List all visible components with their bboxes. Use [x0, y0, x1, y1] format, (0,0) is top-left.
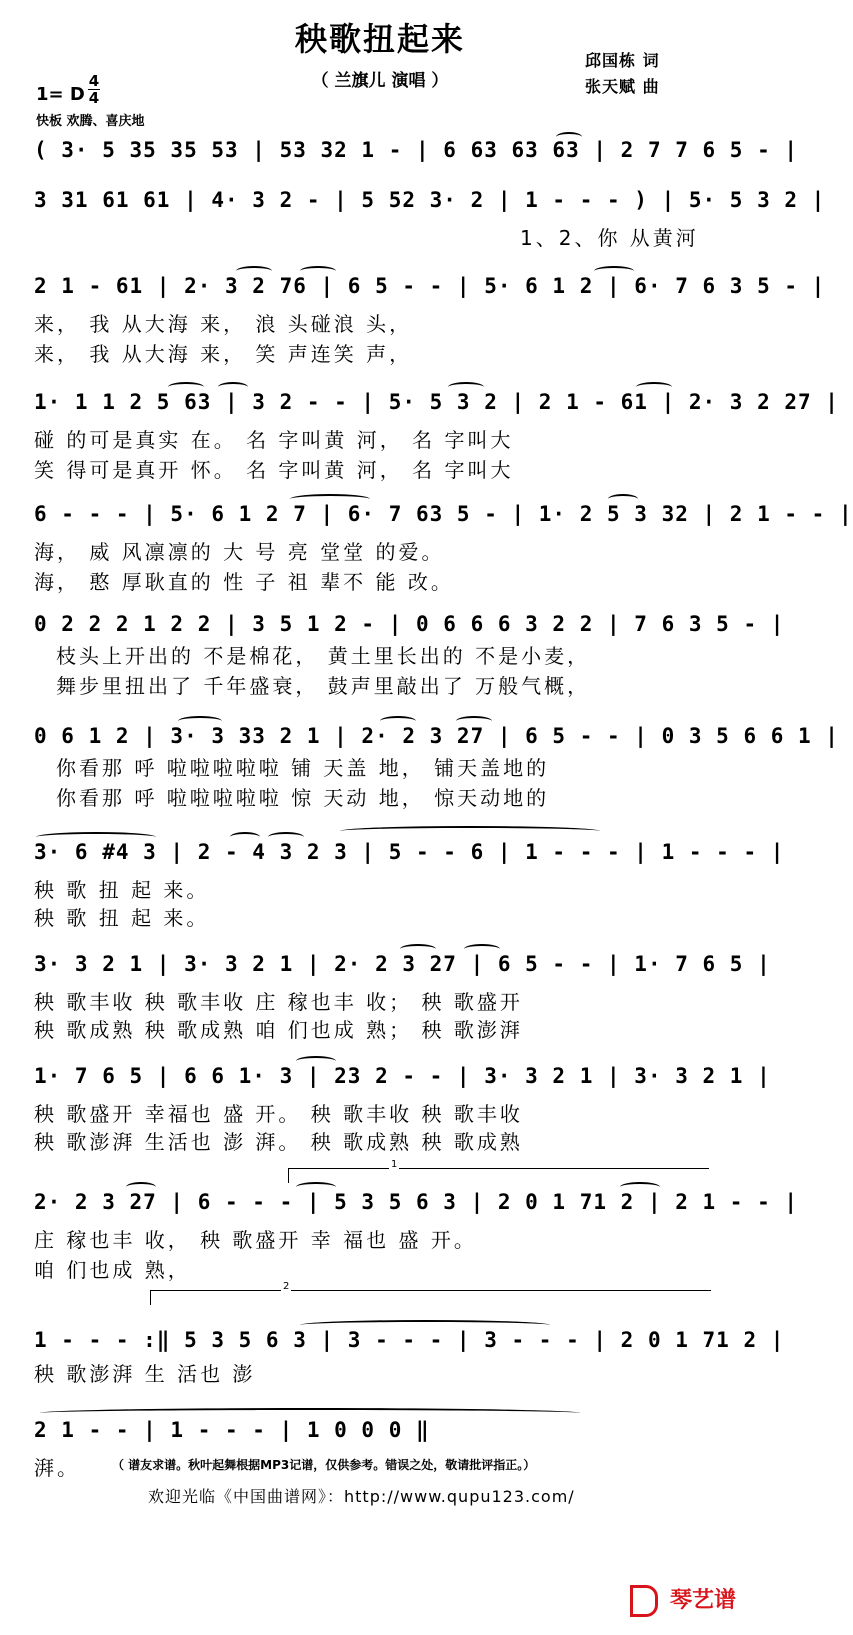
lyric-line-8-verse-2: 秧 歌 扭 起 来。	[34, 906, 210, 930]
lyric-line-6-verse-1: 枝头上开出的 不是棉花， 黄土里长出的 不是小麦，	[56, 644, 591, 668]
lyric-line-10-verse-1: 秧 歌盛开 幸福也 盛 开。 秧 歌丰收 秧 歌丰收	[34, 1102, 523, 1126]
lyric-line-5-verse-2: 海， 憨 厚耿直的 性 子 祖 辈不 能 改。	[34, 570, 454, 594]
score-line-3: 2 1 - 61 | 2· 3 2 76 | 6 5 - - | 5· 6 1 2 | 6· 7 6 3 5 - |	[34, 274, 826, 298]
lyric-line-2-verse-1: 1、2、你 从黄河	[520, 226, 699, 250]
lyric-line-3-verse-1: 来， 我 从大海 来， 浪 头碰浪 头，	[34, 312, 413, 336]
score-line-7: 0 6 1 2 | 3· 3 33 2 1 | 2· 2 3 27 | 6 5 - - | 0 3 5 6 6 1 |	[34, 724, 839, 748]
score-line-11: 2· 2 3 27 | 6 - - - | 5 3 5 6 3 | 2 0 1 71 2 | 2 1 - - |	[34, 1190, 799, 1214]
lyric-last: 湃。	[34, 1456, 80, 1480]
lyric-line-8-verse-1: 秧 歌 扭 起 来。	[34, 878, 210, 902]
transcription-note: （ 谱友求谱。秋叶起舞根据MP3记谱，仅供参考。错误之处，敬请批评指正。）	[112, 1458, 536, 1472]
lyric-line-12-verse-1: 秧 歌澎湃 生 活也 澎	[34, 1362, 256, 1386]
meter-top: 4	[88, 72, 100, 90]
time-signature	[88, 73, 100, 106]
lyric-line-5-verse-1: 海， 威 风凛凛的 大 号 亮 堂堂 的爱。	[34, 540, 445, 564]
logo-icon	[630, 1585, 658, 1617]
key-signature: 1= D	[36, 84, 85, 105]
score-line-6: 0 2 2 2 1 2 2 | 3 5 1 2 - | 0 6 6 6 3 2 2 | 7 6 3 5 - |	[34, 612, 785, 636]
volta-bracket-2	[150, 1281, 711, 1305]
lyricist-credit: 邱国栋 词	[585, 51, 660, 70]
volta-2-label: 2	[283, 1281, 290, 1292]
score-line-1: ( 3· 5 35 35 53 | 53 32 1 - | 6 63 63 63 | 2 7 7 6 5 - |	[34, 138, 799, 162]
score-line-5: 6 - - - | 5· 6 1 2 7 | 6· 7 63 5 - | 1· 2 5 3 32 | 2 1 - - |	[34, 502, 853, 526]
lyric-line-7-verse-1: 你看那 呼 啦啦啦啦啦 铺 天盖 地， 铺天盖地的	[56, 756, 550, 780]
lyric-line-6-verse-2: 舞步里扭出了 千年盛衰， 鼓声里敲出了 万般气概，	[56, 674, 591, 698]
lyric-line-3-verse-2: 来， 我 从大海 来， 笑 声连笑 声，	[34, 342, 413, 366]
performer-subtitle: （ 兰旗儿 演唱 ）	[311, 71, 449, 91]
tempo-marking: 快板 欢腾、喜庆地	[36, 114, 145, 129]
lyric-line-7-verse-2: 你看那 呼 啦啦啦啦啦 惊 天动 地， 惊天动地的	[56, 786, 550, 810]
lyric-line-9-verse-2: 秧 歌成熟 秧 歌成熟 咱 们也成 熟； 秧 歌澎湃	[34, 1018, 523, 1042]
lyric-line-4-verse-2: 笑 得可是真开 怀。 名 字叫黄 河， 名 字叫大	[34, 458, 514, 482]
score-line-8: 3· 6 #4 3 | 2 - 4 3 2 3 | 5 - - 6 | 1 - - - | 1 - - - |	[34, 840, 785, 864]
site-logo	[630, 1583, 736, 1617]
lyric-line-10-verse-2: 秧 歌澎湃 生活也 澎 湃。 秧 歌成熟 秧 歌成熟	[34, 1130, 523, 1154]
welcome-link[interactable]: 欢迎光临《中国曲谱网》：http://www.qupu123.com/	[148, 1487, 575, 1506]
score-line-9: 3· 3 2 1 | 3· 3 2 1 | 2· 2 3 27 | 6 5 - - | 1· 7 6 5 |	[34, 952, 771, 976]
score-line-2: 3 31 61 61 | 4· 3 2 - | 5 52 3· 2 | 1 - - - ) | 5· 5 3 2 |	[34, 188, 826, 212]
score-line-13: 2 1 - - | 1 - - - | 1 0 0 0 ‖	[34, 1418, 430, 1442]
lyric-line-9-verse-1: 秧 歌丰收 秧 歌丰收 庄 稼也丰 收； 秧 歌盛开	[34, 990, 523, 1014]
lyric-line-4-verse-1: 碰 的可是真实 在。 名 字叫黄 河， 名 字叫大	[34, 428, 514, 452]
lyric-line-11-verse-2: 咱 们也成 熟，	[34, 1258, 191, 1282]
score-line-4: 1· 1 1 2 5 63 | 3 2 - - | 5· 5 3 2 | 2 1 - 61 | 2· 3 2 27 |	[34, 390, 839, 414]
composer-credit: 张天赋 曲	[585, 77, 660, 96]
score-line-10: 1· 7 6 5 | 6 6 1· 3 | 23 2 - - | 3· 3 2 1 | 3· 3 2 1 |	[34, 1064, 771, 1088]
song-title: 秧歌扭起来	[294, 20, 465, 58]
logo-text: 琴艺谱	[669, 1588, 736, 1613]
meter-bottom: 4	[88, 89, 100, 107]
score-line-12: 1 - - - :‖ 5 3 5 6 3 | 3 - - - | 3 - - - | 2 0 1 71 2 |	[34, 1328, 785, 1352]
lyric-line-11-verse-1: 庄 稼也丰 收， 秧 歌盛开 幸 福也 盛 开。	[34, 1228, 477, 1252]
volta-1-label: 1	[391, 1159, 398, 1170]
volta-bracket-1	[288, 1159, 709, 1183]
